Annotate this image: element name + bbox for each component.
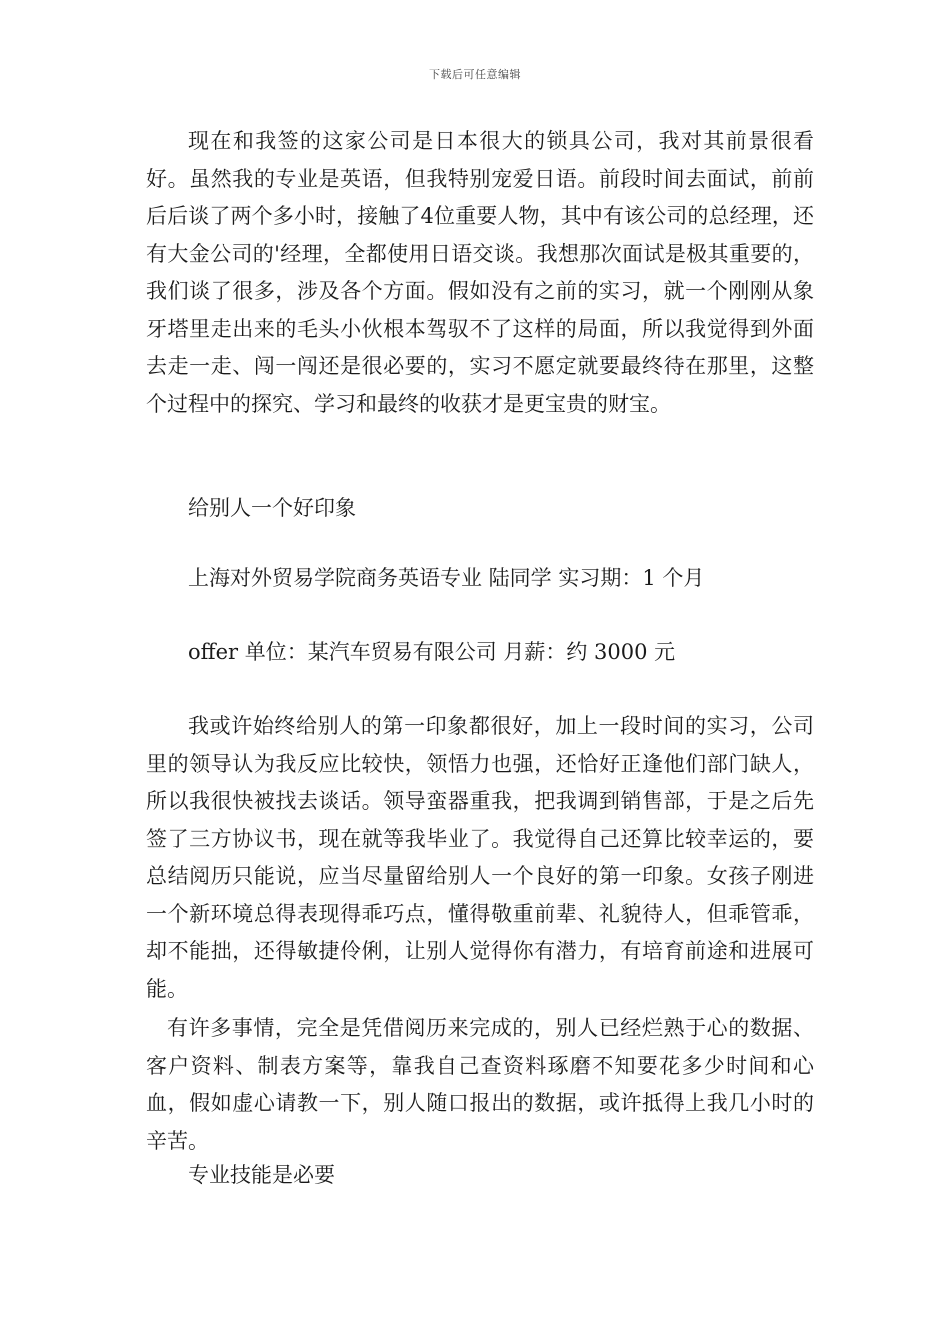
section-heading: 给别人一个好印象: [188, 496, 356, 520]
offer-info-line: offer 单位：某汽车贸易有限公司 月薪：约 3000 元: [188, 640, 676, 664]
paragraph-text: 有许多事情，完全是凭借阅历来完成的，别人已经烂熟于心的数据、客户资料、制表方案等，靠我自己查资料琢磨不知要花多少时间和心血，假如虚心请教一下，别人随口报出的数据，或许抵得上我几小时的辛苦。: [146, 1016, 814, 1153]
paragraph-experience: [146, 1010, 814, 1160]
section-subheading: 专业技能是必要: [188, 1163, 335, 1187]
paragraph-text: 我或许始终给别人的第一印象都很好，加上一段时间的实习，公司里的领导认为我反应比较快，领悟力也强，还恰好正逢他们部门缺人，所以我很快被找去谈话。领导蛮器重我，把我调到销售部，于是之后先签了三方协议书，现在就等我毕业了。我觉得自己还算比较幸运的，要总结阅历只能说，应当尽量留给别人一个良好的第一印象。女孩子刚进一个新环境总得表现得乖巧点，懂得敬重前辈、礼貌待人，但乖管乖，却不能拙，还得敏捷伶俐，让别人觉得你有潜力，有培育前途和进展可能。: [146, 714, 814, 1001]
student-info-line: 上海对外贸易学院商务英语专业 陆同学 实习期：1 个月: [188, 566, 705, 590]
paragraph-text: 现在和我签的这家公司是日本很大的锁具公司，我对其前景很看好。虽然我的专业是英语，但我特别宠爱日语。前段时间去面试，前前后后谈了两个多小时，接触了4位重要人物，其中有该公司的总经理，还有大金公司的'经理，全都使用日语交谈。我想那次面试是极其重要的，我们谈了很多，涉及各个方面。假如没有之前的实习，就一个刚刚从象牙塔里走出来的毛头小伙根本驾驭不了这样的局面，所以我觉得到外面去走一走、闯一闯还是很必要的，实习不愿定就要最终待在那里，这整个过程中的探究、学习和最终的收获才是更宝贵的财宝。: [146, 129, 814, 416]
page-header: 下载后可任意编辑: [429, 68, 521, 81]
paragraph-company-interview: [146, 123, 814, 423]
paragraph-first-impression: [146, 708, 814, 1008]
